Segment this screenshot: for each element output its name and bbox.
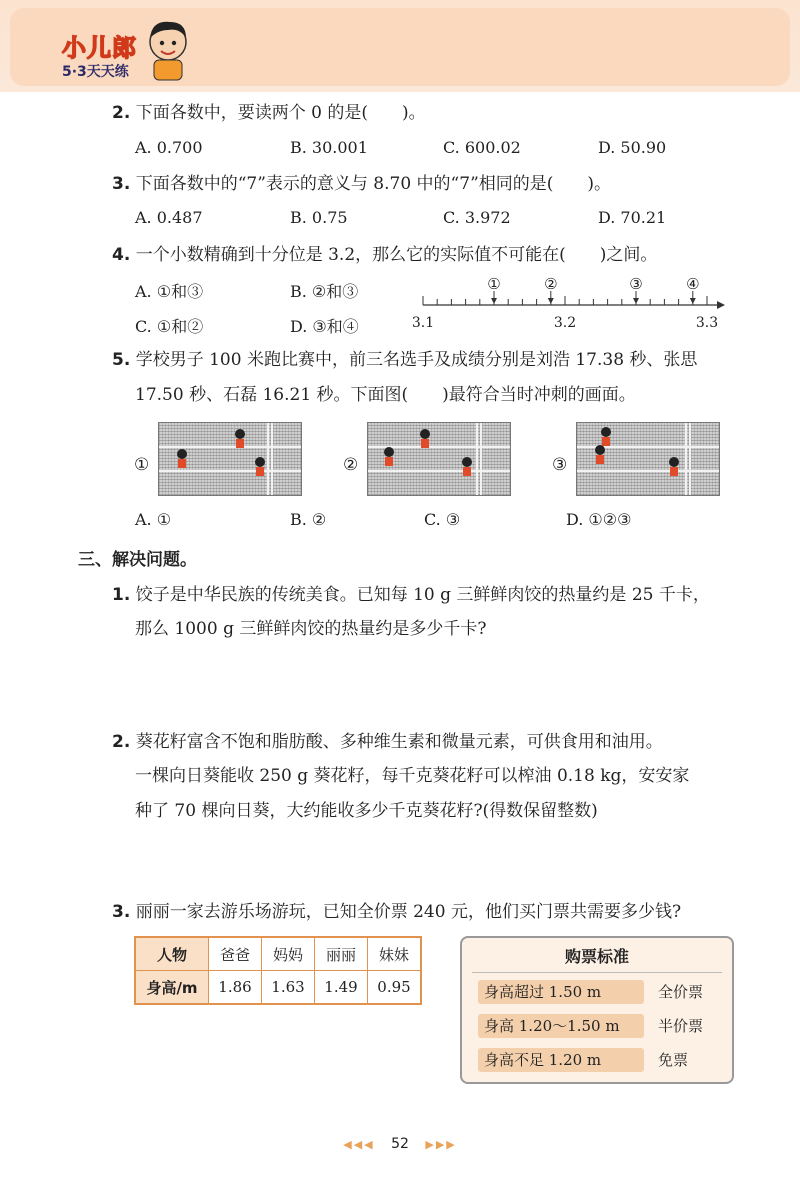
standard-result: 半价票 <box>658 1017 704 1035</box>
question-number: 4. <box>112 245 131 265</box>
table-header: 人物 <box>135 937 209 971</box>
marker-label: ③ <box>629 275 643 293</box>
brand-series: 5·3天天练 <box>62 64 129 80</box>
table-cell: 0.95 <box>368 971 422 1005</box>
option-a: A. 0.700 <box>135 138 203 157</box>
problem-1 <box>112 583 710 607</box>
race-picture-3 <box>576 422 720 496</box>
question-4 <box>112 243 657 267</box>
question-text-line-1: 学校男子 100 米跑比赛中，前三名选手及成绩分别是刘浩 17.38 秒、张思 <box>135 350 698 370</box>
table-cell: 妹妹 <box>368 937 422 971</box>
page-footer <box>0 1136 800 1152</box>
question-5 <box>112 348 697 372</box>
table-cell: 爸爸 <box>209 937 262 971</box>
marker-arrowhead-icon <box>491 298 497 304</box>
option-a: A. 0.487 <box>135 208 203 227</box>
question-5-line-2: 17.50 秒、石磊 16.21 秒。下面图( )最符合当时冲刺的画面。 <box>135 385 636 405</box>
divider <box>472 972 722 973</box>
problem-text-line-1: 饺子是中华民族的传统美食。已知每 10 g 三鲜鲜肉饺的热量约是 25 千卡， <box>135 585 710 605</box>
runner-icon <box>177 449 187 459</box>
problem-2-line-3: 种了 70 棵向日葵，大约能收多少千克葵花籽?(得数保留整数) <box>135 801 598 821</box>
question-text: 一个小数精确到十分位是 3.2，那么它的实际值不可能在( )之间。 <box>135 245 658 265</box>
page-header <box>0 0 800 92</box>
standard-condition: 身高超过 1.50 m <box>478 980 644 1004</box>
table-cell: 1.63 <box>262 971 315 1005</box>
standard-condition: 身高 1.20～1.50 m <box>478 1014 644 1038</box>
option-c: C. 600.02 <box>443 138 521 157</box>
tick-label: 3.3 <box>695 315 719 331</box>
page-number: 52 <box>391 1136 409 1152</box>
problem-1-line-2: 那么 1000 g 三鲜鲜肉饺的热量约是多少千卡? <box>135 619 487 639</box>
option-d: D. 70.21 <box>598 208 667 227</box>
option-d: D. ①②③ <box>566 510 632 529</box>
table-cell: 1.86 <box>209 971 262 1005</box>
axis-arrow-icon <box>717 301 725 309</box>
problem-text: 丽丽一家去游乐场游玩，已知全价票 240 元，他们买门票共需要多少钱? <box>135 902 682 922</box>
problem-2 <box>112 730 663 754</box>
section-title: 三、解决问题。 <box>78 550 197 570</box>
option-b: B. 0.75 <box>290 208 348 227</box>
runner-icon <box>235 429 245 439</box>
marker-arrowhead-icon <box>548 298 554 304</box>
race-picture-1 <box>158 422 302 496</box>
table-cell: 1.49 <box>315 971 368 1005</box>
tick-label: 3.1 <box>411 315 435 331</box>
marker-arrowhead-icon <box>633 298 639 304</box>
picture-label-1: ① <box>134 455 150 475</box>
option-b: B. 30.001 <box>290 138 368 157</box>
standard-result: 免票 <box>658 1051 689 1069</box>
table-row <box>135 971 421 1005</box>
runner-icon <box>669 457 679 467</box>
runner-icon <box>601 427 611 437</box>
table-header: 身高/m <box>135 971 209 1005</box>
option-d: D. ③和④ <box>290 317 359 336</box>
height-table <box>134 936 422 1005</box>
table-cell: 妈妈 <box>262 937 315 971</box>
runner-icon <box>255 457 265 467</box>
marker-label: ④ <box>686 275 700 293</box>
question-text: 下面各数中的“7”表示的意义与 8.70 中的“7”相同的是( )。 <box>135 174 612 194</box>
standard-condition: 身高不足 1.20 m <box>478 1048 644 1072</box>
runner-icon <box>384 447 394 457</box>
question-number: 5. <box>112 350 131 370</box>
problem-number: 2. <box>112 732 131 752</box>
option-a: A. ①和③ <box>135 282 204 301</box>
question-text: 下面各数中，要读两个 0 的是( )。 <box>135 103 426 123</box>
problem-text-line-1: 葵花籽富含不饱和脂肪酸、多种维生素和微量元素，可供食用和油用。 <box>135 732 663 752</box>
problem-2-line-2: 一棵向日葵能收 250 g 葵花籽，每千克葵花籽可以榨油 0.18 kg，安安家 <box>135 766 690 786</box>
picture-label-2: ② <box>343 455 359 475</box>
problem-3 <box>112 900 681 924</box>
mascot-icon <box>140 16 196 82</box>
option-c: C. ③ <box>424 510 461 529</box>
question-3 <box>112 172 611 196</box>
runner-icon <box>420 429 430 439</box>
marker-arrowhead-icon <box>690 298 696 304</box>
option-d: D. 50.90 <box>598 138 667 157</box>
brand-logo <box>62 28 137 81</box>
marker-label: ② <box>544 275 558 293</box>
right-arrows-icon: ▶▶▶ <box>425 1138 457 1151</box>
left-arrows-icon: ◀◀◀ <box>343 1138 375 1151</box>
problem-number: 3. <box>112 902 131 922</box>
brand-title: 小儿郎 <box>62 34 137 62</box>
race-picture-2 <box>367 422 511 496</box>
standard-result: 全价票 <box>658 983 704 1001</box>
runner-icon <box>462 457 472 467</box>
option-b: B. ②和③ <box>290 282 359 301</box>
option-c: C. 3.972 <box>443 208 511 227</box>
problem-number: 1. <box>112 585 131 605</box>
number-line <box>405 270 745 340</box>
option-a: A. ① <box>135 510 172 529</box>
runner-icon <box>595 445 605 455</box>
question-number: 3. <box>112 174 131 194</box>
question-2 <box>112 101 426 125</box>
table-cell: 丽丽 <box>315 937 368 971</box>
ticket-standard-title: 购票标准 <box>564 947 629 966</box>
picture-label-3: ③ <box>552 455 568 475</box>
ticket-standard-box <box>460 936 734 1084</box>
question-number: 2. <box>112 103 131 123</box>
table-row <box>135 937 421 971</box>
option-b: B. ② <box>290 510 327 529</box>
marker-label: ① <box>487 275 501 293</box>
tick-label: 3.2 <box>553 315 577 331</box>
option-c: C. ①和② <box>135 317 204 336</box>
